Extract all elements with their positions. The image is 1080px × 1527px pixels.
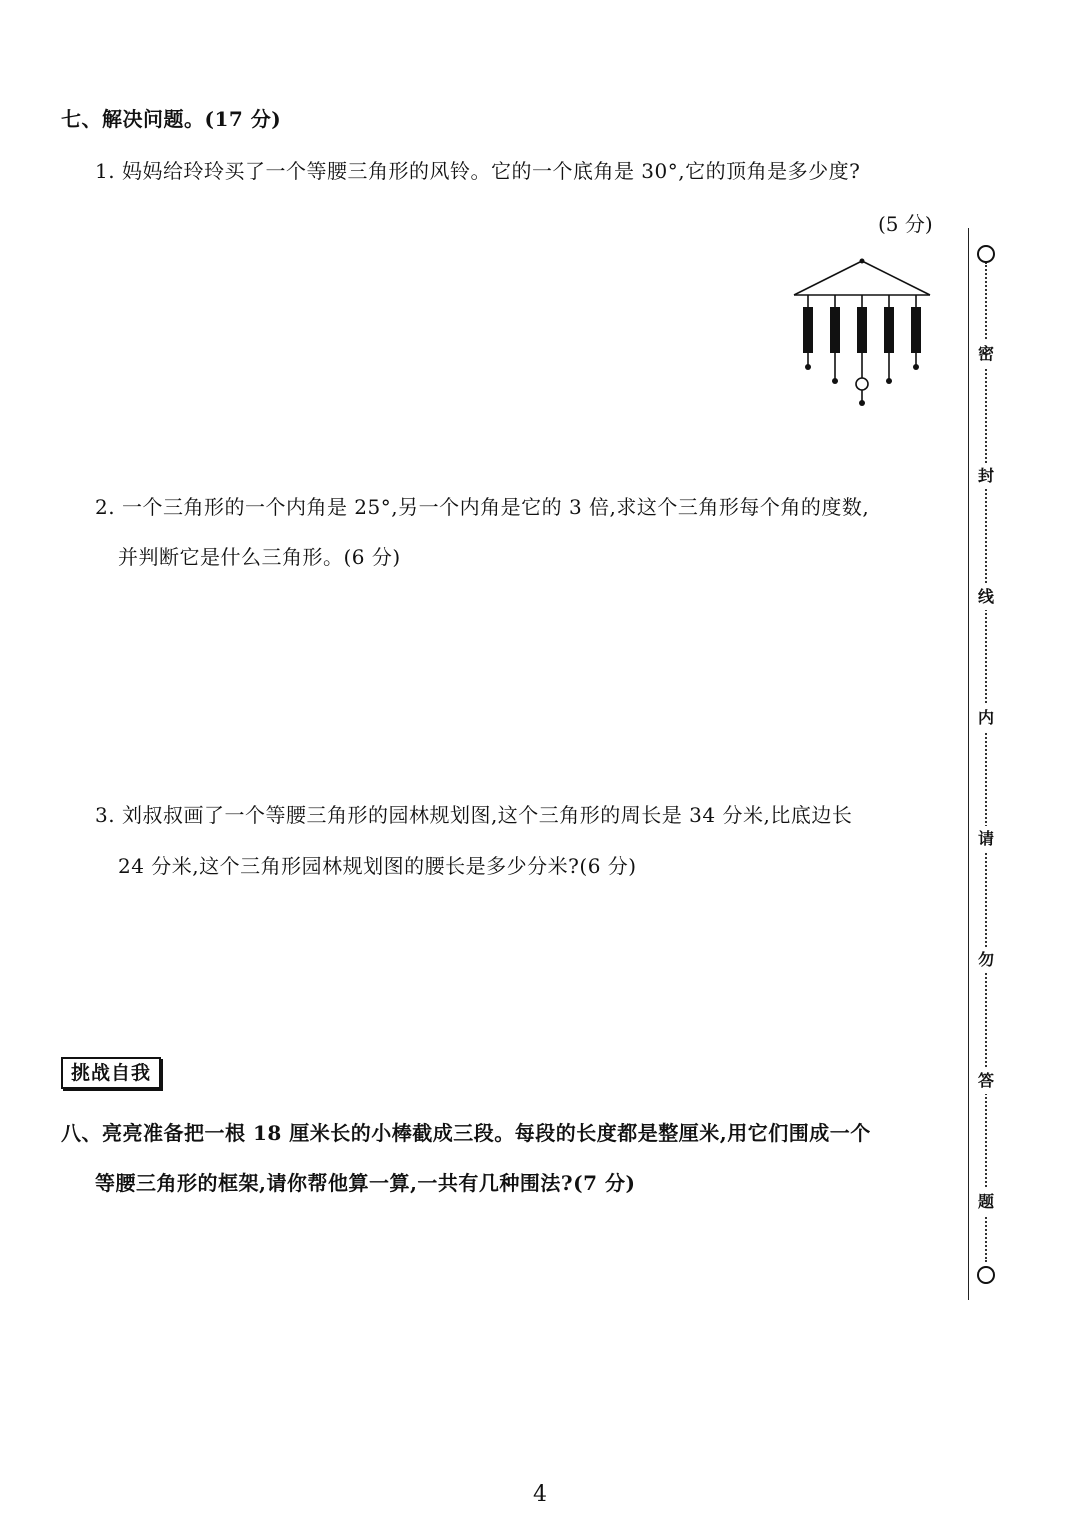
challenge-label: 挑战自我 — [61, 1057, 161, 1089]
binding-char: 答 — [974, 1068, 998, 1094]
wind-chime-icon — [790, 255, 935, 410]
page-number: 4 — [533, 1482, 547, 1507]
question-3-line-1: 3. 刘叔叔画了一个等腰三角形的园林规划图,这个三角形的周长是 34 分米,比底边长 — [95, 803, 853, 827]
binding-char: 密 — [974, 341, 998, 367]
binding-dotted-line — [985, 262, 987, 1262]
binding-char: 勿 — [974, 947, 998, 973]
binding-border-line — [968, 228, 969, 1300]
binding-char: 内 — [974, 705, 998, 731]
question-2-line-2: 并判断它是什么三角形。(6 分) — [118, 545, 401, 569]
binding-char: 线 — [974, 584, 998, 610]
binding-char: 封 — [974, 463, 998, 489]
binding-hole-bottom — [977, 1266, 995, 1284]
binding-char: 请 — [974, 826, 998, 852]
question-1-text: 1. 妈妈给玲玲买了一个等腰三角形的风铃。它的一个底角是 30°,它的顶角是多少度? — [95, 159, 861, 183]
section-7-heading: 七、解决问题。(17 分) — [61, 107, 282, 131]
binding-char: 题 — [974, 1189, 998, 1215]
question-2-line-1: 2. 一个三角形的一个内角是 25°,另一个内角是它的 3 倍,求这个三角形每个角的度数, — [95, 495, 870, 519]
section-8-line-1: 八、亮亮准备把一根 18 厘米长的小棒截成三段。每段的长度都是整厘米,用它们围成一个 — [61, 1121, 871, 1145]
question-3-line-2: 24 分米,这个三角形园林规划图的腰长是多少分米?(6 分) — [118, 854, 637, 878]
section-8-line-2: 等腰三角形的框架,请你帮他算一算,一共有几种围法?(7 分) — [95, 1171, 636, 1195]
question-1-points: (5 分) — [878, 212, 933, 236]
binding-hole-top — [977, 245, 995, 263]
